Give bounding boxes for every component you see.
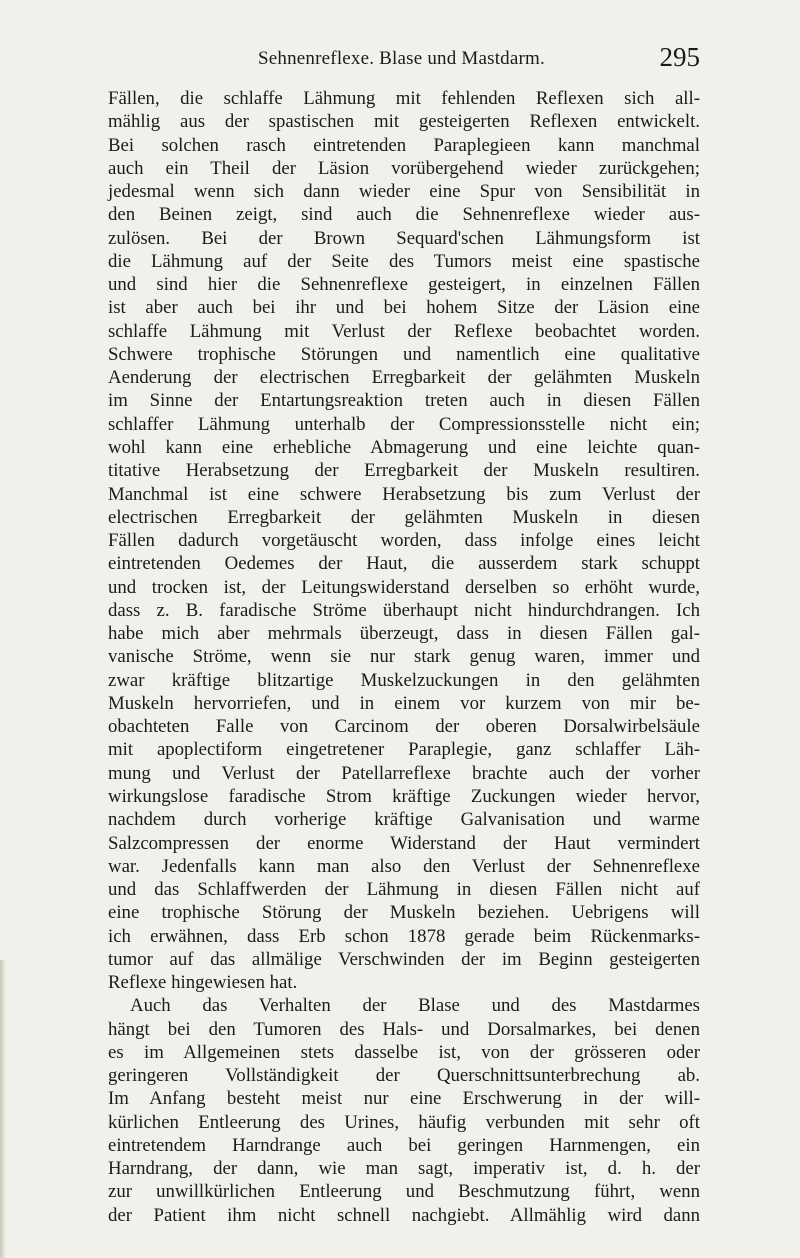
text-line: es im Allgemeinen stets dasselbe ist, von der grösseren oder (108, 1041, 700, 1063)
page-number: 295 (659, 42, 700, 72)
text-line: Muskeln hervorriefen, und in einem vor kurzem von mir be- (108, 692, 700, 714)
text-line: mählig aus der spastischen mit gesteigerten Reflexen entwickelt. (108, 111, 700, 133)
text-line: Manchmal ist eine schwere Herabsetzung bis zum Verlust der (108, 483, 700, 505)
text-line: Schwere trophische Störungen und namentlich eine qualitative (108, 343, 700, 365)
text-line: wirkungslose faradische Strom kräftige Zuckungen wieder hervor, (108, 785, 700, 807)
text-line: eintretendem Harndrange auch bei geringen Harnmengen, ein (108, 1134, 700, 1156)
paragraph-start-line: Auch das Verhalten der Blase und des Mastdarmes (130, 995, 700, 1017)
running-head: Sehnenreflexe. Blase und Mastdarm. (258, 48, 545, 69)
text-line: zulösen. Bei der Brown Sequard'schen Lähmungsform ist (108, 227, 700, 249)
text-line: und sind hier die Sehnenreflexe gesteigert, in einzelnen Fällen (108, 274, 700, 296)
text-line: zwar kräftige blitzartige Muskelzuckungen in den gelähmten (108, 669, 700, 691)
text-line: Im Anfang besteht meist nur eine Erschwerung in der will- (108, 1088, 700, 1110)
text-line: die Lähmung auf der Seite des Tumors meist eine spastische (108, 250, 700, 272)
text-line: schlaffer Lähmung unterhalb der Compressionsstelle nicht ein; (108, 413, 700, 435)
text-line: geringeren Vollständigkeit der Querschnittsunterbrechung ab. (108, 1065, 700, 1087)
text-line: titative Herabsetzung der Erregbarkeit der Muskeln resultiren. (108, 460, 700, 482)
text-line: jedesmal wenn sich dann wieder eine Spur von Sensibilität in (108, 181, 700, 203)
text-line: habe mich aber mehrmals überzeugt, dass in diesen Fällen gal- (108, 623, 700, 645)
text-line: den Beinen zeigt, sind auch die Sehnenreflexe wieder aus- (108, 204, 700, 226)
text-line: hängt bei den Tumoren des Hals- und Dorsalmarkes, bei denen (108, 1018, 700, 1040)
text-line: ist aber auch bei ihr und bei hohem Sitze der Läsion eine (108, 297, 700, 319)
text-line: dass z. B. faradische Ströme überhaupt nicht hindurchdrangen. Ich (108, 599, 700, 621)
text-line: kürlichen Entleerung des Urines, häufig verbunden mit sehr oft (108, 1111, 700, 1133)
text-line: zur unwillkürlichen Entleerung und Beschmutzung führt, wenn (108, 1181, 700, 1203)
text-line: Aenderung der electrischen Erregbarkeit der gelähmten Muskeln (108, 367, 700, 389)
text-line: eintretenden Oedemes der Haut, die ausserdem stark schuppt (108, 553, 700, 575)
text-line: obachteten Falle von Carcinom der oberen Dorsalwirbelsäule (108, 716, 700, 738)
text-line: nachdem durch vorherige kräftige Galvanisation und warme (108, 809, 700, 831)
text-line: auch ein Theil der Läsion vorübergehend wieder zurückgehen; (108, 157, 700, 179)
text-line: tumor auf das allmälige Verschwinden der im Beginn gesteigerten (108, 948, 700, 970)
page-header (258, 40, 700, 80)
text-line: im Sinne der Entartungsreaktion treten auch in diesen Fällen (108, 390, 700, 412)
text-line: Fällen, die schlaffe Lähmung mit fehlenden Reflexen sich all- (108, 88, 700, 109)
text-line: vanische Ströme, wenn sie nur stark genug waren, immer und (108, 646, 700, 668)
text-line: und trocken ist, der Leitungswiderstand derselben so erhöht wurde, (108, 576, 700, 598)
text-line: Salzcompressen der enorme Widerstand der Haut vermindert (108, 832, 700, 854)
text-line: eine trophische Störung der Muskeln beziehen. Uebrigens will (108, 902, 700, 924)
text-line: schlaffe Lähmung mit Verlust der Reflexe beobachtet worden. (108, 320, 700, 342)
body-text (108, 87, 700, 1227)
text-line: ich erwähnen, dass Erb schon 1878 gerade beim Rückenmarks- (108, 925, 700, 947)
text-line: und das Schlaffwerden der Lähmung in diesen Fällen nicht auf (108, 879, 700, 901)
text-line: mit apoplectiform eingetretener Paraplegie, ganz schlaffer Läh- (108, 739, 700, 761)
text-line: wohl kann eine erhebliche Abmagerung und eine leichte quan- (108, 436, 700, 458)
text-line: mung und Verlust der Patellarreflexe brachte auch der vorher (108, 762, 700, 784)
page-edge-shadow (0, 960, 6, 1258)
text-line: electrischen Erregbarkeit der gelähmten Muskeln in diesen (108, 506, 700, 528)
text-line: war. Jedenfalls kann man also den Verlust der Sehnenreflexe (108, 855, 700, 877)
text-line: Bei solchen rasch eintretenden Paraplegieen kann manchmal (108, 134, 700, 156)
text-line: Harndrang, der dann, wie man sagt, imperativ ist, d. h. der (108, 1158, 700, 1180)
text-line: der Patient ihm nicht schnell nachgiebt. Allmählig wird dann (108, 1204, 700, 1226)
text-line: Reflexe hingewiesen hat. (108, 972, 298, 994)
text-line: Fällen dadurch vorgetäuscht worden, dass infolge eines leicht (108, 530, 700, 552)
